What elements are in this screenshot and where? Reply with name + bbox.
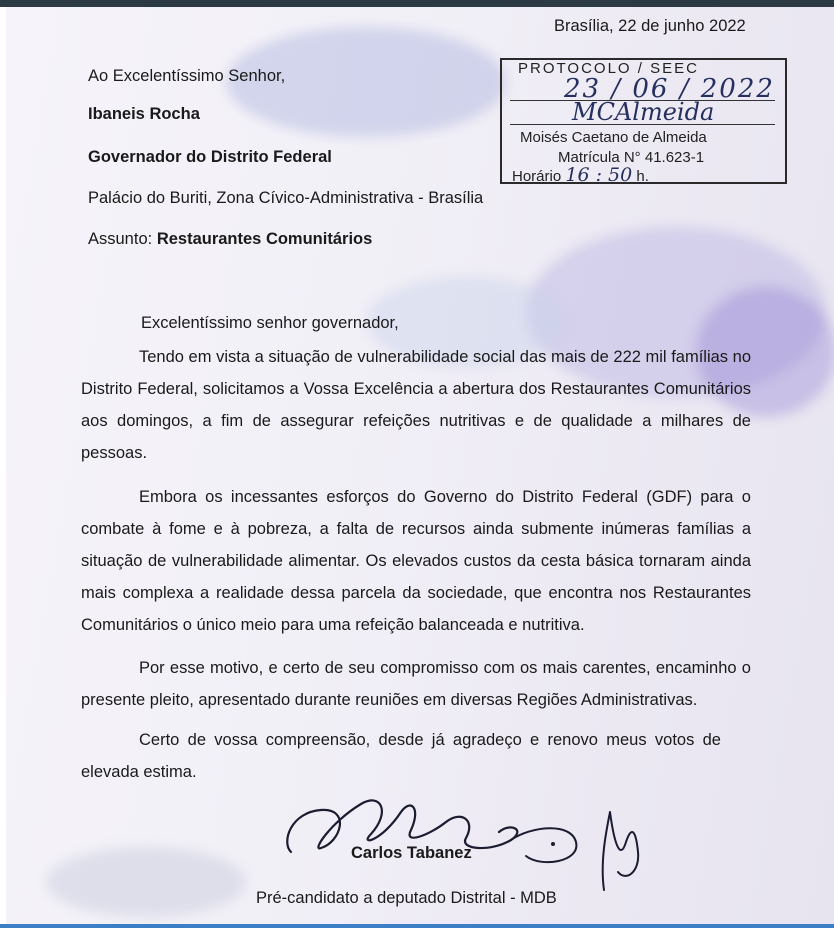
body-paragraph-text: Embora os incessantes esforços do Governo do Distrito Federal (GDF) para o combate à fome e à pobreza, a falta de recursos ainda submente inúmeras famílias a situação de vulnerabilidade alimentar. Os elevados custos da cesta básica tornaram ainda mais complexa a realidade dessa parcela da sociedade, que encontra nos Restaurantes Comunitários o único meio para uma refeição balanceada e nutritiva.	[81, 488, 751, 634]
body-paragraph-text: Certo de vossa compreensão, desde já agradeço e renovo meus votos de elevada estima.	[81, 731, 721, 781]
body-paragraph	[81, 652, 751, 716]
recipient-address: Palácio do Buriti, Zona Cívico-Administrativa - Brasília	[88, 189, 484, 207]
date-line: Brasília, 22 de junho 2022	[554, 17, 746, 35]
body-paragraph-text: Por esse motivo, e certo de seu compromisso com os mais carentes, encaminho o presente pleito, apresentado durante reuniões em diversas Regiões Administrativas.	[81, 659, 751, 709]
window-top-bar	[0, 0, 834, 7]
stamp-title: PROTOCOLO / SEEC	[518, 60, 699, 77]
stamp-matricula: Matrícula N° 41.623-1	[558, 149, 705, 166]
body-paragraph-text: Tendo em vista a situação de vulnerabilidade social das mais de 222 mil famílias no Distrito Federal, solicitamos a Vossa Excelência a abertura dos Restaurantes Comunitários aos domingos, a fim de assegurar refeições nutritivas e de qualidade a milhares de pessoas.	[81, 348, 751, 462]
protocol-stamp	[500, 58, 787, 184]
stamp-rule	[510, 124, 775, 125]
handwritten-initials	[596, 802, 656, 892]
subject-label: Assunto:	[88, 230, 153, 248]
recipient-title: Governador do Distrito Federal	[88, 148, 332, 166]
stamp-horario-label: Horário	[512, 168, 562, 184]
stamp-name: Moisés Caetano de Almeida	[520, 129, 707, 146]
recipient-name: Ibaneis Rocha	[88, 105, 200, 123]
signatory-role: Pré-candidato a deputado Distrital - MDB	[256, 889, 557, 907]
body-paragraph	[81, 724, 721, 788]
stamp-horario-value: 16 : 50	[565, 164, 633, 184]
stamp-horario-suffix: h.	[636, 168, 649, 184]
recipient-salutation: Ao Excelentíssimo Senhor,	[88, 67, 286, 85]
body-paragraph	[81, 341, 751, 469]
greeting: Excelentíssimo senhor governador,	[141, 314, 399, 332]
paper-tint	[46, 847, 246, 917]
stamp-handwritten-signature: MCAlmeida	[572, 98, 715, 126]
stamp-horario	[512, 164, 649, 184]
body-paragraph	[81, 481, 751, 641]
letter-page	[6, 7, 834, 924]
subject-line	[88, 229, 372, 249]
stamp-handwritten-date: 23 / 06 / 2022	[564, 74, 775, 104]
signatory-name: Carlos Tabanez	[351, 844, 472, 862]
window-bottom-bar	[0, 924, 834, 928]
subject-value: Restaurantes Comunitários	[156, 230, 373, 248]
